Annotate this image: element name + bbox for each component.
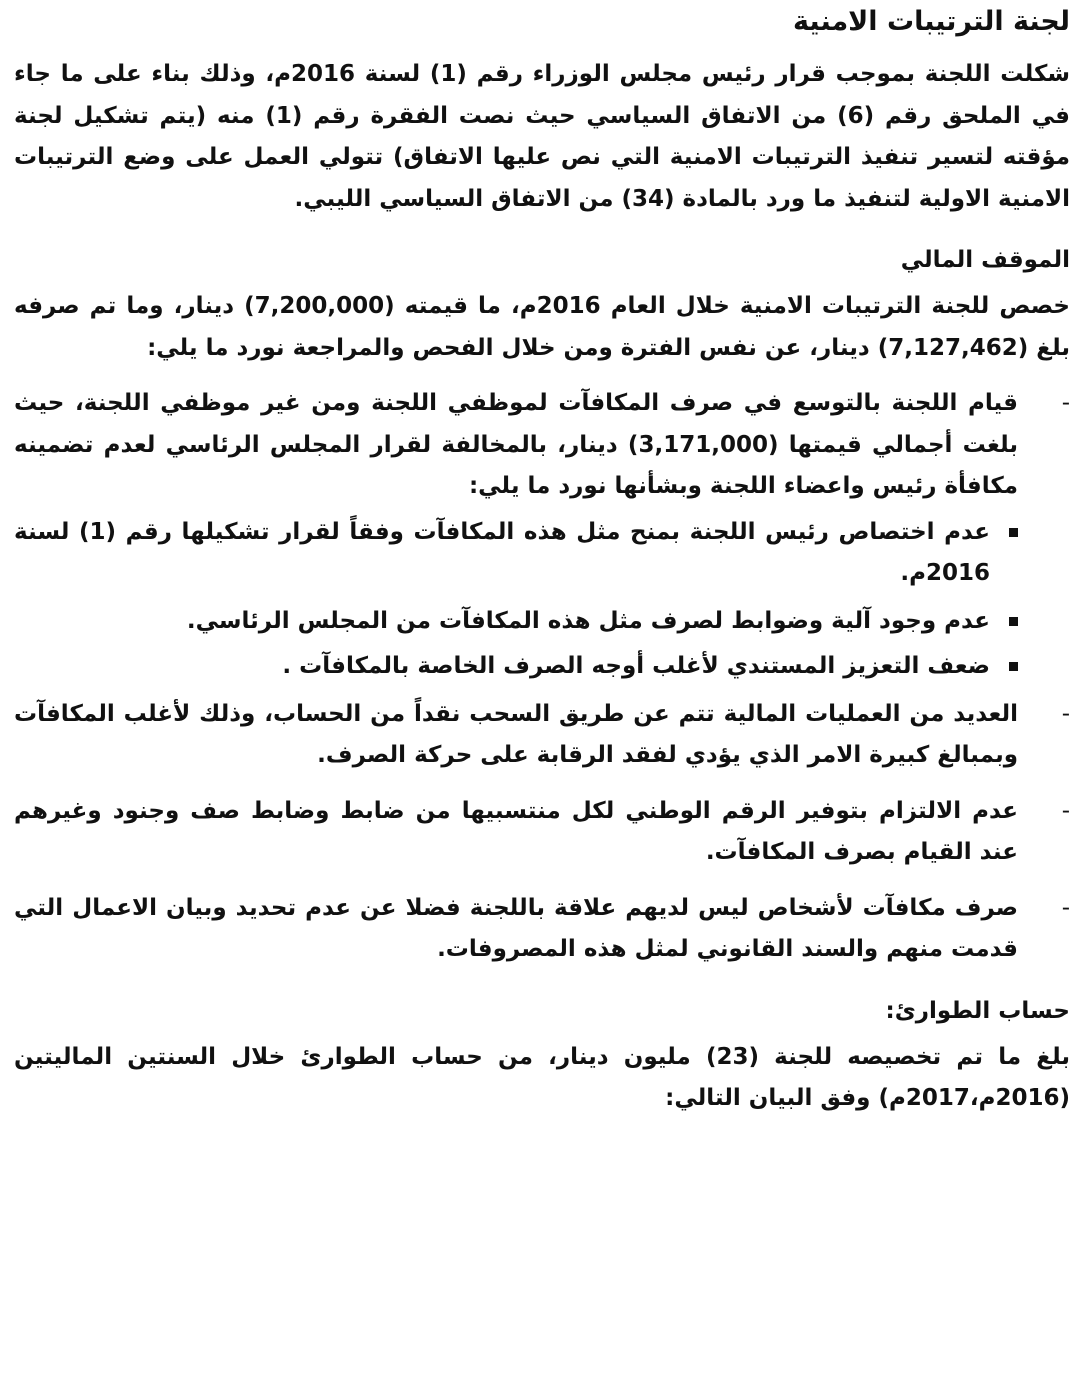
- finding-item: [14, 791, 1070, 874]
- findings-list-continued: [14, 694, 1070, 971]
- finding-text: صرف مكافآت لأشخاص ليس لديهم علاقة باللجنة فضلا عن عدم تحديد وبيان الاعمال التي قدمت منهم والسند القانوني لمثل هذه المصروفات.: [14, 894, 1018, 963]
- findings-list: [14, 383, 1070, 508]
- square-bullet-icon: [1009, 662, 1018, 671]
- document-page: [14, 0, 1070, 1120]
- sub-finding-item: [14, 646, 1070, 688]
- emergency-paragraph: بلغ ما تم تخصيصه للجنة (23) مليون دينار، من حساب الطوارئ خلال السنتين الماليتين (2016م،2017م) وفق البيان التالي:: [14, 1043, 1070, 1112]
- intro-paragraph: شكلت اللجنة بموجب قرار رئيس مجلس الوزراء رقم (1) لسنة 2016م، وذلك بناء على ما جاء في الملحق رقم (6) من الاتفاق السياسي حيث نصت الفقرة رقم (1) منه (يتم تشكيل لجنة مؤقته لتسير تنفيذ الترتيبات الامنية التي نص عليها الاتفاق) تتولي العمل على وضع الترتيبات الامنية الاولية لتنفيذ ما ورد بالمادة (34) من الاتفاق السياسي الليبي.: [14, 61, 1071, 212]
- sub-finding-text: عدم وجود آلية وضوابط لصرف مثل هذه المكافآت من المجلس الرئاسي.: [186, 607, 990, 634]
- square-bullet-icon: [1009, 528, 1018, 537]
- finding-text: قيام اللجنة بالتوسع في صرف المكافآت لموظفي اللجنة ومن غير موظفي اللجنة، حيث بلغت أجمالي قيمتها (3,171,000) دينار، بالمخالفة لقرار المجلس الرئاسي لعدم تضمينه مكافأة رئيس واعضاء اللجنة وبشأنها نورد ما يلي:: [14, 390, 1018, 500]
- sub-finding-text: عدم اختصاص رئيس اللجنة بمنح مثل هذه المكافآت وفقاً لقرار تشكيلها رقم (1) لسنة 2016م.: [14, 518, 990, 587]
- sub-finding-item: [14, 601, 1070, 643]
- dash-bullet-icon: -: [1061, 797, 1070, 824]
- dash-bullet-icon: -: [1061, 390, 1070, 417]
- document-title: لجنة الترتيبات الامنية: [793, 6, 1070, 37]
- finding-item: [14, 383, 1070, 508]
- finding-text: عدم الالتزام بتوفير الرقم الوطني لكل منتسبيها من ضابط وضابط صف وجنود وغيرهم عند القيام بصرف المكافآت.: [14, 797, 1018, 866]
- sub-finding-item: [14, 512, 1070, 595]
- square-bullet-icon: [1009, 617, 1018, 626]
- finding-item: [14, 888, 1070, 971]
- dash-bullet-icon: -: [1061, 700, 1070, 727]
- financial-paragraph: خصص للجنة الترتيبات الامنية خلال العام 2016م، ما قيمته (7,200,000) دينار، وما تم صرفه بلغ (7,127,462) دينار، عن نفس الفترة ومن خلال الفحص والمراجعة نورد ما يلي:: [14, 293, 1071, 361]
- emergency-heading: حساب الطوارئ:: [885, 997, 1070, 1024]
- financial-heading: الموقف المالي: [900, 247, 1070, 274]
- finding-item: [14, 694, 1070, 777]
- dash-bullet-icon: -: [1061, 894, 1070, 921]
- sub-findings-list: [14, 512, 1070, 688]
- sub-finding-text: ضعف التعزيز المستندي لأغلب أوجه الصرف الخاصة بالمكافآت .: [282, 653, 990, 680]
- finding-text: العديد من العمليات المالية تتم عن طريق السحب نقداً من الحساب، وذلك لأغلب المكافآت وبمبالغ كبيرة الامر الذي يؤدي لفقد الرقابة على حركة الصرف.: [14, 700, 1018, 769]
